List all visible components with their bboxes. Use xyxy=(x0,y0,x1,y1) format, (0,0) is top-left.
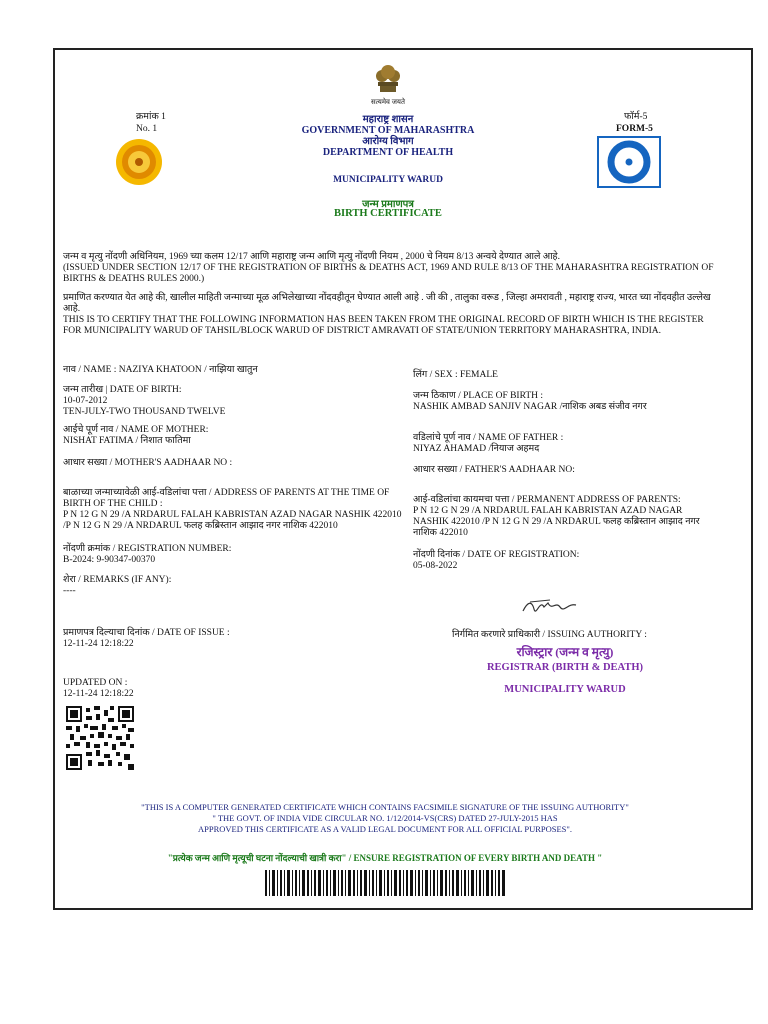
govt-title: GOVERNMENT OF MAHARASHTRA xyxy=(301,125,475,136)
regdate-label: नोंदणी दिनांक / DATE OF REGISTRATION: xyxy=(413,550,580,560)
certify-text: THIS IS TO CERTIFY THAT THE FOLLOWING INFORMATION HAS BEEN TAKEN FROM THE ORIGINAL RECORD OF BIRTH WHICH IS THE REGISTER FOR MUNICIPALITY WARUD OF TAHSIL/BLOCK WARUD OF DISTRICT AMRAVATI OF STATE/UNION TERRITORY MAHARASHTRA, INDIA. xyxy=(63,315,704,336)
regdate-value: 05-08-2022 xyxy=(413,561,458,571)
issue-value: 12-11-24 12:18:22 xyxy=(63,639,134,649)
address-at-birth xyxy=(63,488,405,532)
date-of-registration xyxy=(413,550,733,572)
certify-text-mr: प्रमाणित करण्यात येत आहे की, खालील माहिती जन्माच्या मूळ अभिलेखाच्या नोंदवहीतून घेण्यात आली आहे . जी की , तालुका वरूड , जिल्हा अमरावती , महाराष्ट्र राज्य, भारत च्या नोंदवहीत उल्लेख आहे. xyxy=(63,293,711,314)
form-number: FORM-5 xyxy=(616,124,653,134)
form-number-mr: फॉर्म-5 xyxy=(624,112,648,122)
municipality-title: MUNICIPALITY WARUD xyxy=(333,175,443,185)
certificate-title: BIRTH CERTIFICATE xyxy=(334,208,442,219)
registration-slogan: "प्रत्येक जन्म आणि मृत्यूची घटना नोंदल्याची खात्री करा" / ENSURE REGISTRATION OF EVERY BIRTH AND DEATH " xyxy=(167,853,603,863)
registrar-municipality: MUNICIPALITY WARUD xyxy=(504,684,626,695)
mother-aadhaar: आधार सख्या / MOTHER'S AADHAAR NO : xyxy=(63,458,233,468)
date-of-birth xyxy=(63,385,393,418)
father-label: वडिलांचे पूर्ण नाव / NAME OF FATHER : xyxy=(413,433,564,443)
registrar-seal: REGISTRAR (BIRTH & DEATH) xyxy=(486,662,644,673)
updated-value: 12-11-24 12:18:22 xyxy=(63,689,134,699)
computer-generated-note: "THIS IS A COMPUTER GENERATED CERTIFICATE WHICH CONTAINS FACSIMILE SIGNATURE OF THE ISSUING AUTHORITY" xyxy=(141,802,629,812)
regno-label: नोंदणी क्रमांक / REGISTRATION NUMBER: xyxy=(63,544,232,554)
updated-on xyxy=(63,678,393,700)
father-value: NIYAZ AHAMAD /नियाज अहमद xyxy=(413,444,540,454)
father-aadhaar: आधार सख्या / FATHER'S AADHAAR NO: xyxy=(413,465,575,475)
father-name xyxy=(413,433,733,455)
mother-value: NISHAT FATIMA / निशात फातिमा xyxy=(63,436,191,446)
remarks-value: ---- xyxy=(63,586,76,596)
pob-value: NASHIK AMBAD SANJIV NAGAR /नाशिक अबड संजीव नगर xyxy=(413,402,647,412)
sex: लिंग / SEX : FEMALE xyxy=(413,370,498,380)
remarks xyxy=(63,575,393,597)
signature-icon xyxy=(520,595,580,617)
issuing-authority-label: निर्गमित करणारे प्राधिकारी / ISSUING AUTHORITY : xyxy=(452,630,647,640)
health-department-logo-icon xyxy=(597,136,661,188)
pob-label: जन्म ठिकाण / PLACE OF BIRTH : xyxy=(413,391,544,401)
child-name: नाव / NAME : NAZIYA KHATOON / नाझिया खातुन xyxy=(63,365,258,375)
date-of-issue xyxy=(63,628,393,650)
regno-value: B-2024: 9-90347-00370 xyxy=(63,555,156,565)
issue-label: प्रमाणपत्र दिल्याचा दिनांक / DATE OF ISSUE : xyxy=(63,628,230,638)
barcode-icon xyxy=(265,870,505,896)
qr-code-icon xyxy=(66,706,134,770)
updated-label: UPDATED ON : xyxy=(63,678,128,688)
emblem-motto: सत्यमेव जयते xyxy=(371,98,405,106)
serial-number: No. 1 xyxy=(136,124,158,134)
permanent-address xyxy=(413,495,713,539)
issued-under-mr: जन्म व मृत्यु नोंदणी अधिनियम, 1969 च्या कलम 12/17 आणि महाराष्ट्र जन्म आणि मृत्यु नोंदणी नियम , 2000 चे नियम 8/13 अन्वये देण्यात आले आहे. xyxy=(63,252,560,262)
dept-title-mr: आरोग्य विभाग xyxy=(362,136,414,147)
registration-number xyxy=(63,544,393,566)
mother-label: आईचे पूर्ण नाव / NAME OF MOTHER: xyxy=(63,425,209,435)
dob-value: 10-07-2012 xyxy=(63,396,108,406)
dob-label: जन्म तारीख | DATE OF BIRTH: xyxy=(63,385,182,395)
approval-note: APPROVED THIS CERTIFICATE AS A VALID LEGAL DOCUMENT FOR ALL OFFICIAL PURPOSES". xyxy=(197,824,573,834)
mother-name xyxy=(63,425,393,447)
address-label: बाळाच्या जन्माच्यावेळी आई-वडिलांचा पत्ता / ADDRESS OF PARENTS AT THE TIME OF BIRTH OF THE CHILD : xyxy=(63,488,390,509)
perm-label: आई-वडिलांचा कायमचा पत्ता / PERMANENT ADDRESS OF PARENTS: xyxy=(413,495,681,505)
place-of-birth xyxy=(413,391,733,413)
govt-title-mr: महाराष्ट्र शासन xyxy=(362,114,414,125)
maharashtra-seal-icon xyxy=(115,138,163,186)
address-value: P N 12 G N 29 /A NRDARUL FALAH KABRISTAN AZAD NAGAR NASHIK 422010 /P N 12 G N 29 /A NRDARUL फलह कब्रिस्तान आझाद नगर नाशिक 422010 xyxy=(63,510,402,531)
dept-title: DEPARTMENT OF HEALTH xyxy=(322,147,454,158)
perm-value: P N 12 G N 29 /A NRDARUL FALAH KABRISTAN AZAD NAGAR NASHIK 422010 /P N 12 G N 29 /A NRDARUL फलह कब्रिस्तान आझाद नगर नाशिक 422010 xyxy=(413,506,700,538)
dob-words: TEN-JULY-TWO THOUSAND TWELVE xyxy=(63,407,226,417)
national-emblem-icon xyxy=(370,60,406,96)
registrar-seal-mr: रजिस्ट्रार (जन्म व मृत्यु) xyxy=(516,645,614,659)
circular-note: " THE GOVT. OF INDIA VIDE CIRCULAR NO. 1/12/2014-VS(CRS) DATED 27-JULY-2015 HAS xyxy=(212,813,558,823)
serial-number-mr: क्रमांक 1 xyxy=(136,112,166,122)
issued-under: (ISSUED UNDER SECTION 12/17 OF THE REGISTRATION OF BIRTHS & DEATHS ACT, 1969 AND RULE 8/13 OF THE MAHARASHTRA REGISTRATION OF BIRTHS & DEATHS RULES 2000.) xyxy=(63,263,714,284)
certificate-title-mr: जन्म प्रमाणपत्र xyxy=(362,199,414,210)
remarks-label: शेरा / REMARKS (IF ANY): xyxy=(63,575,172,585)
